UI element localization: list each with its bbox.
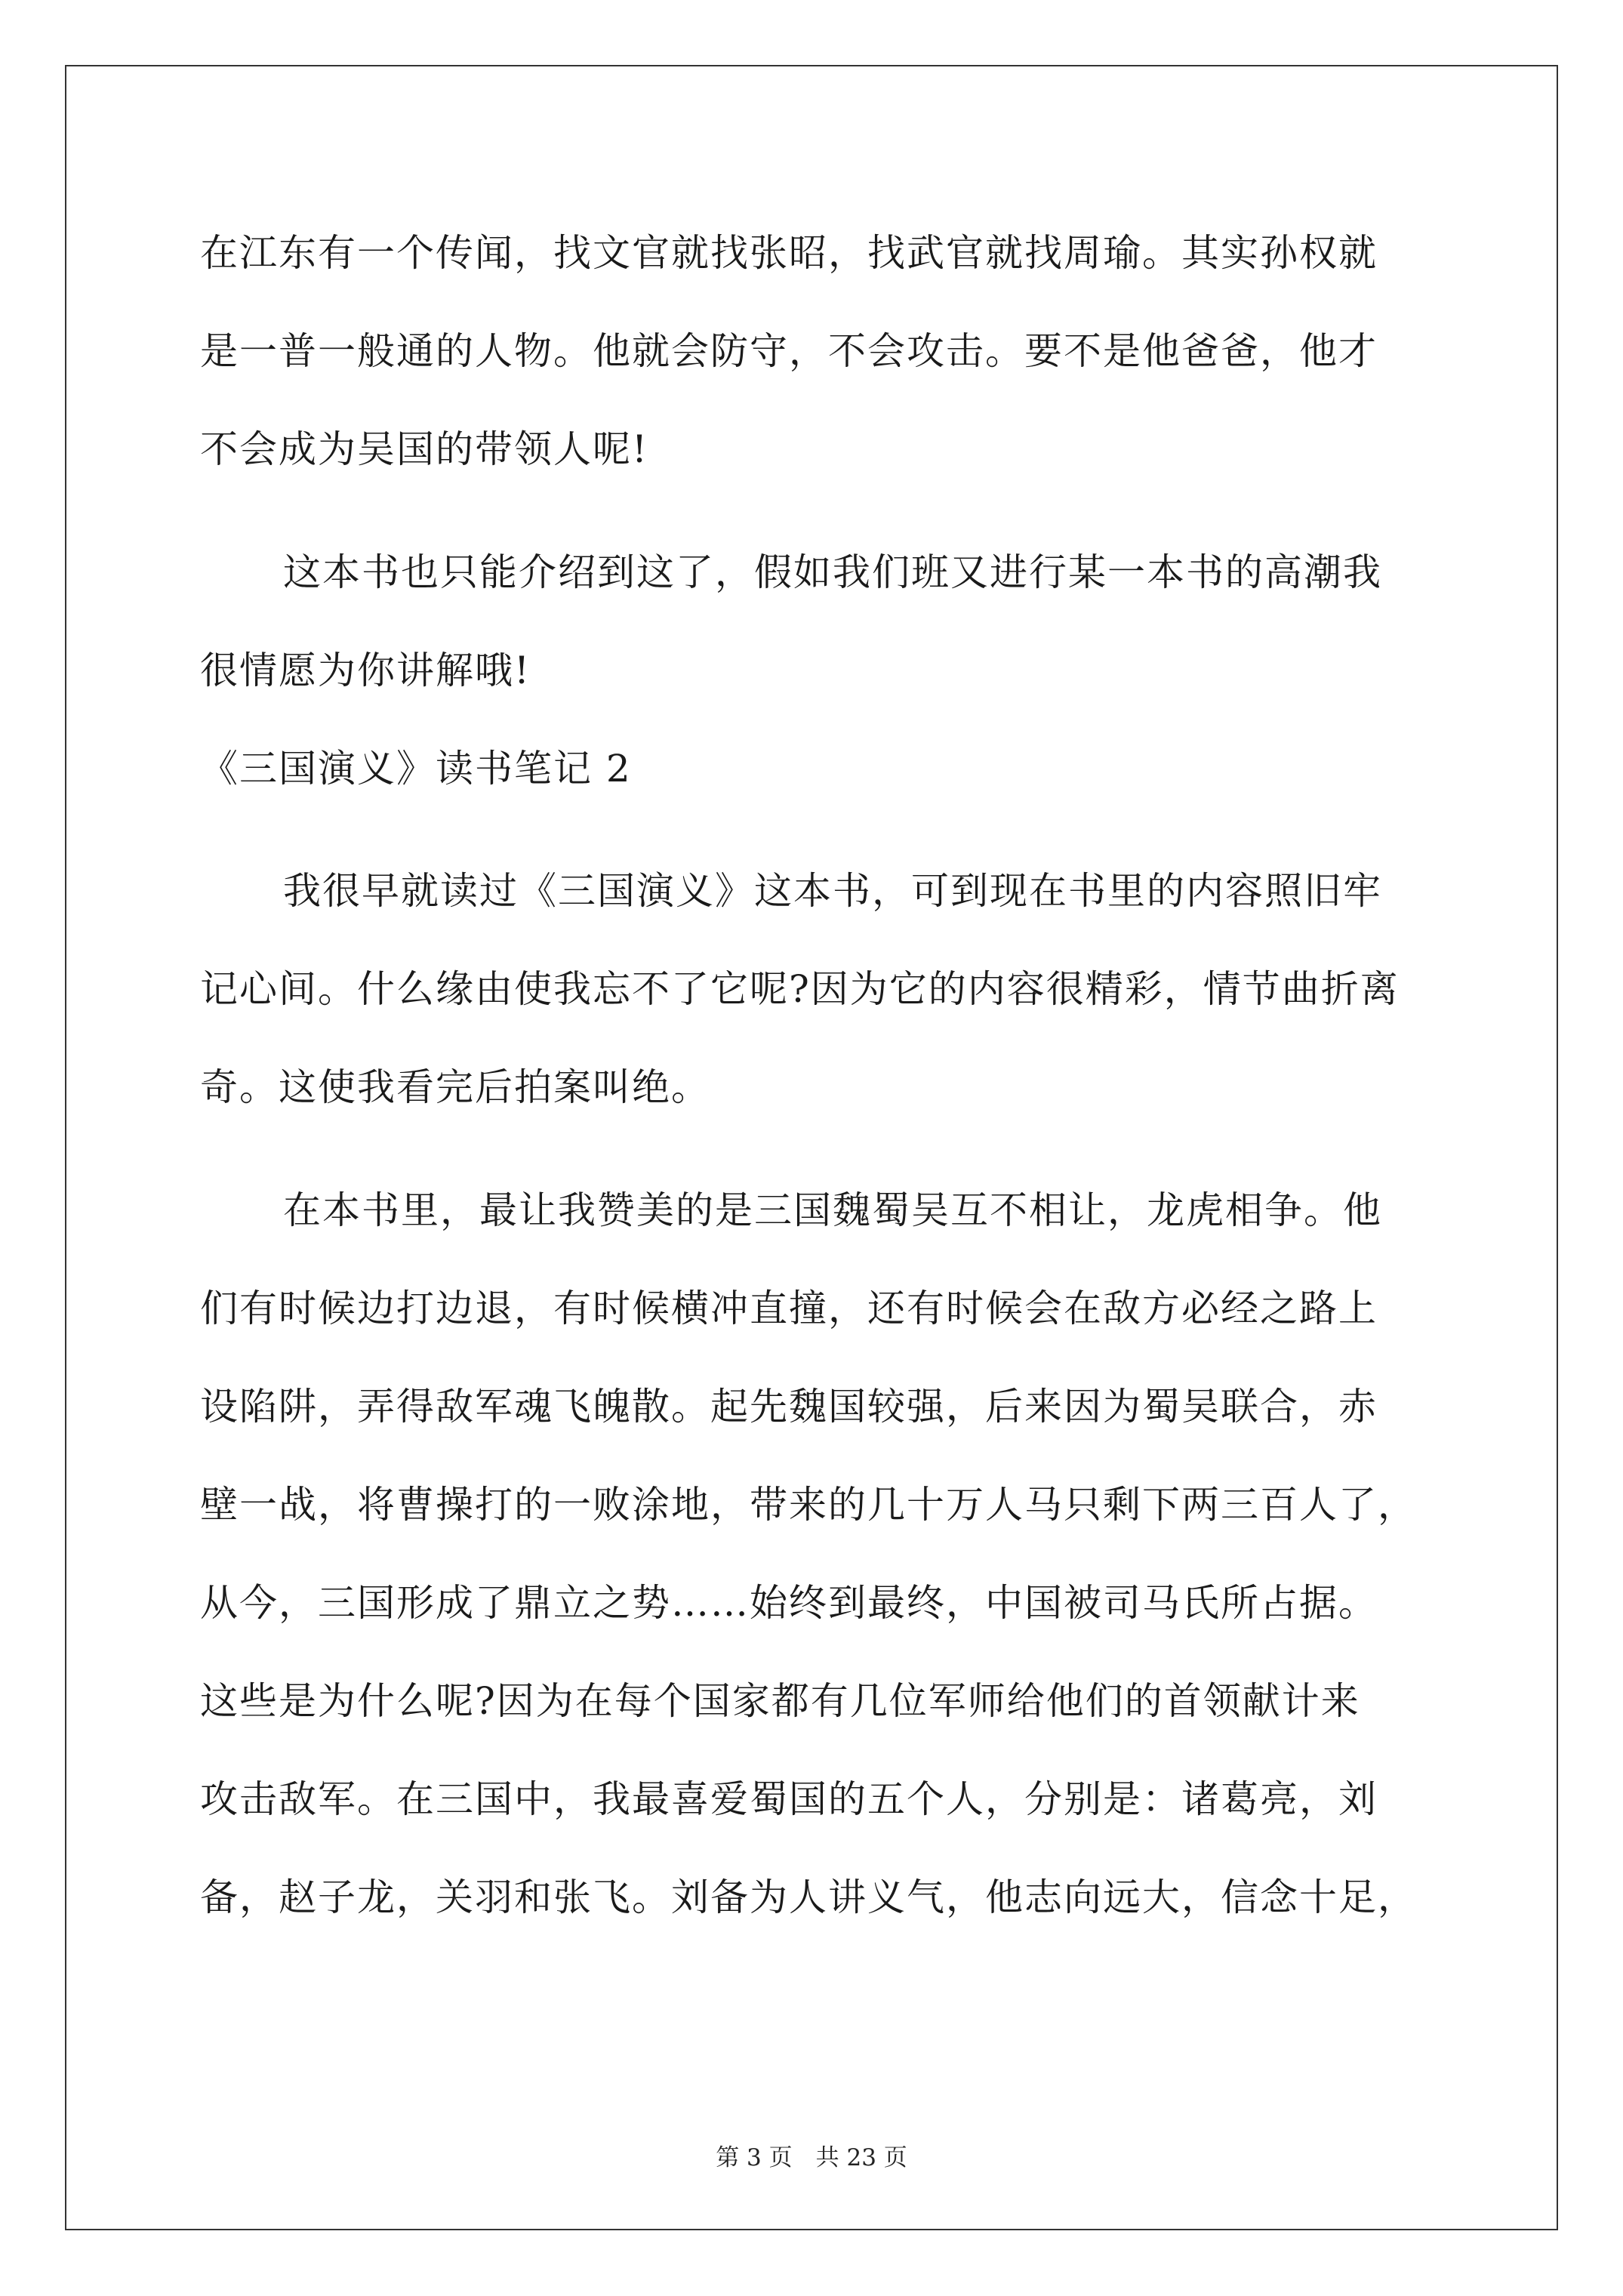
text-line: 们有时候边打边退，有时候横冲直撞，还有时候会在敌方必经之路上 (200, 1287, 1378, 1330)
text-line: 这些是为什么呢?因为在每个国家都有几位军师给他们的首领献计来 (200, 1679, 1360, 1723)
paragraph-first-line: 这本书也只能介绍到这了，假如我们班又进行某一本书的高潮我 (283, 550, 1382, 594)
text-line: 不会成为吴国的带领人呢! (200, 427, 649, 471)
page-number-footer: 第 3 页 共 23 页 (716, 2144, 907, 2171)
text-line: 从今，三国形成了鼎立之势……始终到最终，中国被司马氏所占据。 (200, 1581, 1378, 1625)
text-line: 壁一战，将曹操打的一败涂地，带来的几十万人马只剩下两三百人了， (200, 1483, 1417, 1527)
text-line: 设陷阱，弄得敌军魂飞魄散。起先魏国较强，后来因为蜀吴联合，赤 (200, 1385, 1378, 1428)
paragraph-first-line: 在本书里，最让我赞美的是三国魏蜀吴互不相让，龙虎相争。他 (283, 1188, 1382, 1232)
text-line: 攻击敌军。在三国中，我最喜爱蜀国的五个人，分别是：诸葛亮，刘 (200, 1777, 1378, 1821)
text-line: 备，赵子龙，关羽和张飞。刘备为人讲义气，他志向远大，信念十足， (200, 1875, 1417, 1919)
text-line: 记心间。什么缘由使我忘不了它呢?因为它的内容很精彩，情节曲折离 (200, 967, 1400, 1011)
text-line: 奇。这使我看完后拍案叫绝。 (200, 1065, 710, 1109)
text-line: 很情愿为你讲解哦! (200, 649, 531, 692)
paragraph-first-line: 我很早就读过《三国演义》这本书，可到现在书里的内容照旧牢 (283, 869, 1382, 913)
text-line: 在江东有一个传闻，找文官就找张昭，找武官就找周瑜。其实孙权就 (200, 231, 1378, 275)
section-heading: 《三国演义》读书笔记 2 (200, 747, 632, 791)
text-line: 是一普一般通的人物。他就会防守，不会攻击。要不是他爸爸，他才 (200, 329, 1378, 373)
